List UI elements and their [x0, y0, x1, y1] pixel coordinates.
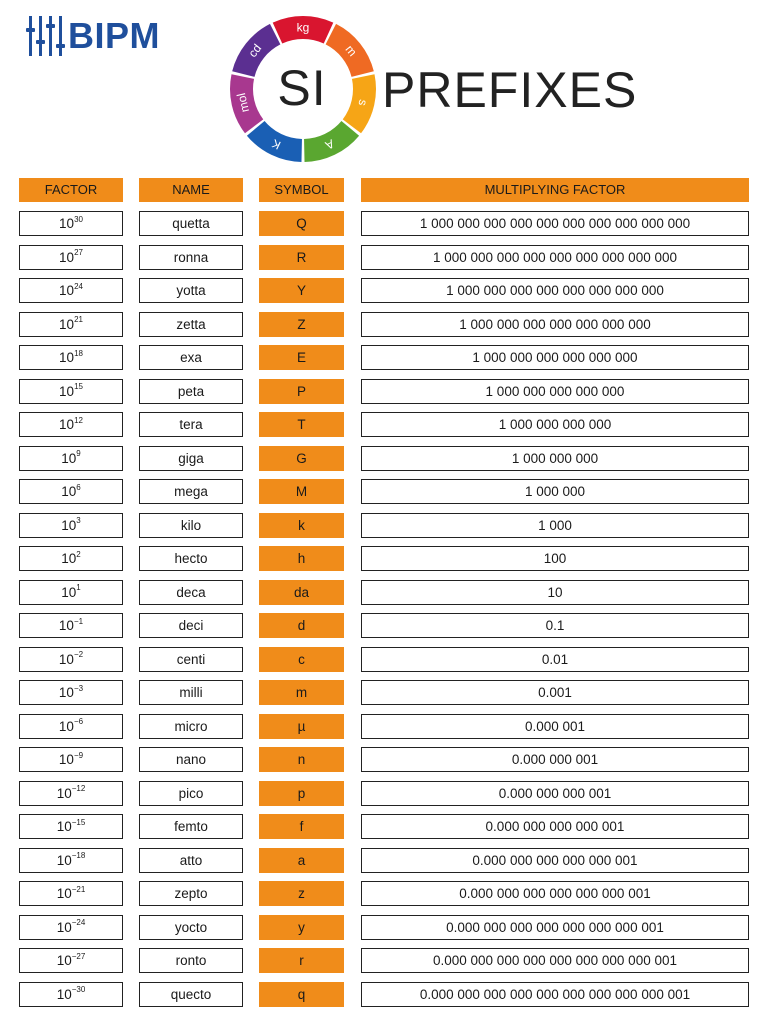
wheel-label-kg: kg: [296, 20, 310, 35]
name-cell: pico: [139, 781, 243, 806]
symbol-cell: f: [259, 814, 344, 839]
table-row: [0, 545, 768, 579]
factor-cell: [19, 982, 123, 1007]
factor-cell: [19, 412, 123, 437]
multiplying-factor-cell: 1 000 000 000 000: [361, 412, 749, 437]
factor-base: 10: [59, 316, 75, 332]
table-row: [0, 612, 768, 646]
factor-exponent: 9: [76, 449, 81, 458]
factor-cell: [19, 680, 123, 705]
table-row: [0, 713, 768, 747]
factor-cell: [19, 948, 123, 973]
factor-base: 10: [56, 886, 72, 901]
header-multiplying-factor: MULTIPLYING FACTOR: [361, 178, 749, 202]
factor-cell: [19, 915, 123, 940]
header-name: NAME: [139, 178, 243, 202]
symbol-cell: p: [259, 781, 344, 806]
factor-exponent: −3: [73, 683, 84, 693]
factor-exponent: −21: [71, 884, 86, 894]
name-cell: zepto: [139, 881, 243, 906]
name-cell: zetta: [139, 312, 243, 337]
symbol-cell: P: [259, 379, 344, 404]
multiplying-factor-cell: 1 000 000: [361, 479, 749, 504]
symbol-cell: T: [259, 412, 344, 437]
factor-cell: [19, 379, 123, 404]
name-cell: atto: [139, 848, 243, 873]
multiplying-factor-cell: 1 000 000 000 000 000 000: [361, 345, 749, 370]
factor-exponent: 12: [74, 415, 83, 425]
symbol-cell: G: [259, 446, 344, 471]
factor-cell: [19, 613, 123, 638]
factor-exponent: −6: [73, 717, 84, 726]
multiplying-factor-cell: 1 000 000 000 000 000: [361, 379, 749, 404]
factor-exponent: −15: [71, 817, 86, 827]
table-row: [0, 679, 768, 713]
multiplying-factor-cell: 0.000 000 000 000 000 000 000 000 000 001: [361, 982, 749, 1007]
factor-exponent: −30: [71, 985, 86, 994]
wheel-label-m: m: [342, 42, 360, 59]
multiplying-factor-cell: 0.001: [361, 680, 749, 705]
factor-exponent: 21: [74, 315, 83, 324]
factor-exponent: −1: [73, 616, 84, 626]
table-row: [0, 914, 768, 948]
table-row: [0, 813, 768, 847]
table-row: [0, 244, 768, 278]
factor-cell: [19, 513, 123, 538]
factor-cell: [19, 446, 123, 471]
factor-cell: [19, 245, 123, 270]
factor-base: 10: [61, 584, 77, 600]
factor-cell: [19, 278, 123, 303]
factor-exponent: 1: [76, 583, 81, 592]
name-cell: kilo: [139, 513, 243, 538]
factor-cell: [19, 312, 123, 337]
symbol-cell: y: [259, 915, 344, 940]
name-cell: mega: [139, 479, 243, 504]
multiplying-factor-cell: 1 000 000 000 000 000 000 000 000: [361, 278, 749, 303]
symbol-cell: q: [259, 982, 344, 1007]
symbol-cell: k: [259, 513, 344, 538]
name-cell: quetta: [139, 211, 243, 236]
multiplying-factor-cell: 1 000 000 000 000 000 000 000: [361, 312, 749, 337]
symbol-cell: z: [259, 881, 344, 906]
multiplying-factor-cell: 0.000 001: [361, 714, 749, 739]
factor-cell: [19, 580, 123, 605]
factor-cell: [19, 345, 123, 370]
factor-base: 10: [56, 986, 72, 1002]
name-cell: ronna: [139, 245, 243, 270]
symbol-cell: a: [259, 848, 344, 873]
factor-base: 10: [56, 852, 72, 868]
factor-cell: [19, 881, 123, 906]
name-cell: nano: [139, 747, 243, 772]
factor-base: 10: [61, 450, 77, 466]
wheel-label-s: s: [355, 98, 371, 108]
factor-cell: [19, 848, 123, 873]
symbol-cell: d: [259, 613, 344, 638]
name-cell: deci: [139, 613, 243, 638]
table-row: [0, 646, 768, 680]
table-row: [0, 847, 768, 881]
factor-exponent: −9: [73, 750, 84, 760]
factor-exponent: 24: [74, 281, 83, 291]
symbol-cell: n: [259, 747, 344, 772]
name-cell: femto: [139, 814, 243, 839]
factor-base: 10: [59, 417, 75, 432]
multiplying-factor-cell: 0.000 000 000 000 000 001: [361, 848, 749, 873]
factor-base: 10: [58, 685, 74, 700]
multiplying-factor-cell: 1 000 000 000 000 000 000 000 000 000: [361, 245, 749, 270]
multiplying-factor-cell: 1 000 000 000 000 000 000 000 000 000 000: [361, 211, 749, 236]
multiplying-factor-cell: 0.1: [361, 613, 749, 638]
multiplying-factor-cell: 10: [361, 580, 749, 605]
wheel-label-A: A: [323, 136, 337, 153]
prefixes-title: PREFIXES: [382, 62, 638, 118]
factor-exponent: 18: [74, 348, 83, 358]
factor-base: 10: [59, 216, 75, 231]
wheel-label-cd: cd: [245, 41, 265, 60]
factor-exponent: 2: [76, 549, 81, 559]
table-row: [0, 947, 768, 981]
name-cell: tera: [139, 412, 243, 437]
symbol-cell: h: [259, 546, 344, 571]
table-row: [0, 981, 768, 1015]
table-row: [0, 780, 768, 814]
name-cell: deca: [139, 580, 243, 605]
factor-base: 10: [61, 517, 77, 533]
header-factor: FACTOR: [19, 178, 123, 202]
factor-cell: [19, 647, 123, 672]
multiplying-factor-cell: 1 000 000 000: [361, 446, 749, 471]
table-row: [0, 579, 768, 613]
symbol-cell: Y: [259, 278, 344, 303]
factor-exponent: −27: [71, 951, 86, 961]
factor-cell: [19, 747, 123, 772]
wheel-label-K: K: [269, 136, 283, 153]
factor-exponent: −12: [71, 784, 86, 793]
table-row: [0, 210, 768, 244]
multiplying-factor-cell: 0.01: [361, 647, 749, 672]
factor-exponent: 27: [74, 248, 83, 257]
factor-exponent: 15: [74, 382, 83, 391]
name-cell: exa: [139, 345, 243, 370]
table-row: [0, 746, 768, 780]
symbol-cell: M: [259, 479, 344, 504]
wheel-label-mol: mol: [234, 91, 253, 114]
factor-exponent: −18: [71, 851, 86, 860]
symbol-cell: R: [259, 245, 344, 270]
table-row: [0, 344, 768, 378]
name-cell: hecto: [139, 546, 243, 571]
name-cell: giga: [139, 446, 243, 471]
name-cell: yocto: [139, 915, 243, 940]
multiplying-factor-cell: 0.000 000 000 000 000 000 000 001: [361, 915, 749, 940]
symbol-cell: r: [259, 948, 344, 973]
name-cell: yotta: [139, 278, 243, 303]
bipm-logo: [26, 16, 186, 56]
factor-exponent: −24: [71, 918, 86, 927]
factor-base: 10: [56, 953, 72, 968]
table-row: [0, 478, 768, 512]
factor-base: 10: [59, 383, 75, 399]
factor-exponent: −2: [73, 650, 84, 659]
si-title: SI: [277, 60, 327, 116]
factor-base: 10: [58, 651, 74, 667]
factor-base: 10: [59, 350, 75, 365]
factor-cell: [19, 714, 123, 739]
factor-exponent: 3: [76, 516, 81, 525]
table-row: [0, 445, 768, 479]
multiplying-factor-cell: 0.000 000 000 000 001: [361, 814, 749, 839]
name-cell: peta: [139, 379, 243, 404]
multiplying-factor-cell: 0.000 000 001: [361, 747, 749, 772]
factor-cell: [19, 211, 123, 236]
symbol-cell: E: [259, 345, 344, 370]
table-row: [0, 311, 768, 345]
symbol-cell: da: [259, 580, 344, 605]
table-row: [0, 512, 768, 546]
factor-exponent: 6: [76, 482, 81, 492]
bipm-logo-text: BIPM: [68, 15, 160, 56]
factor-base: 10: [59, 249, 75, 265]
multiplying-factor-cell: 100: [361, 546, 749, 571]
prefix-table: [0, 210, 768, 1014]
name-cell: quecto: [139, 982, 243, 1007]
factor-base: 10: [58, 752, 74, 767]
symbol-cell: Z: [259, 312, 344, 337]
factor-base: 10: [58, 718, 74, 734]
factor-base: 10: [56, 819, 72, 834]
symbol-cell: c: [259, 647, 344, 672]
name-cell: micro: [139, 714, 243, 739]
factor-base: 10: [59, 283, 75, 298]
factor-base: 10: [58, 618, 74, 633]
table-row: [0, 277, 768, 311]
multiplying-factor-cell: 0.000 000 000 001: [361, 781, 749, 806]
multiplying-factor-cell: 0.000 000 000 000 000 000 000 000 001: [361, 948, 749, 973]
factor-base: 10: [56, 785, 72, 801]
factor-base: 10: [61, 484, 77, 499]
table-row: [0, 411, 768, 445]
name-cell: centi: [139, 647, 243, 672]
symbol-cell: m: [259, 680, 344, 705]
multiplying-factor-cell: 1 000: [361, 513, 749, 538]
factor-cell: [19, 781, 123, 806]
table-row: [0, 880, 768, 914]
name-cell: ronto: [139, 948, 243, 973]
factor-cell: [19, 814, 123, 839]
bipm-logo-icon: [26, 16, 66, 56]
factor-base: 10: [56, 919, 72, 935]
factor-cell: [19, 479, 123, 504]
table-row: [0, 378, 768, 412]
symbol-cell: Q: [259, 211, 344, 236]
factor-exponent: 30: [74, 214, 83, 224]
factor-base: 10: [61, 551, 77, 566]
factor-cell: [19, 546, 123, 571]
multiplying-factor-cell: 0.000 000 000 000 000 000 001: [361, 881, 749, 906]
name-cell: milli: [139, 680, 243, 705]
symbol-cell: µ: [259, 714, 344, 739]
header-symbol: SYMBOL: [259, 178, 344, 202]
